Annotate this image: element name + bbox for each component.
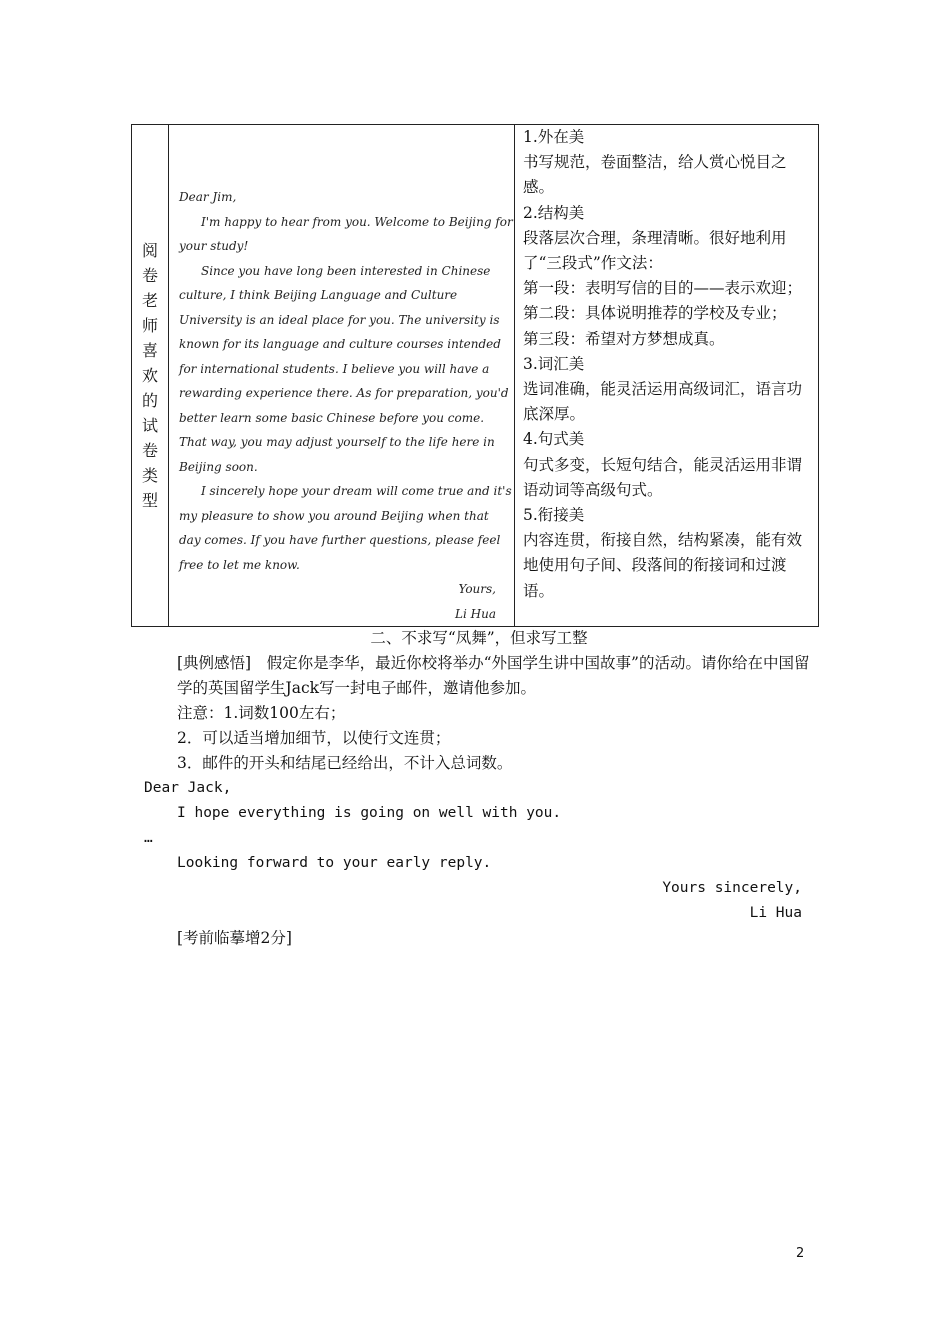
email-signature: Li Hua	[749, 905, 802, 921]
side-label-char: 卷	[141, 266, 158, 285]
criteria-text: 第一段：表明写信的目的——表示欢迎；	[523, 279, 803, 298]
email-ellipsis: …	[144, 830, 153, 846]
evaluation-table	[131, 124, 819, 627]
side-label-char: 欢	[141, 366, 158, 385]
page-number: 2	[796, 1246, 805, 1261]
side-label-char: 师	[141, 316, 158, 335]
criteria-heading: 4.句式美	[523, 430, 585, 449]
handwritten-letter	[169, 125, 514, 626]
section-heading: 二、不求写“凤舞”，但求写工整	[370, 629, 588, 647]
side-label-char: 喜	[141, 341, 158, 360]
email-greeting: Dear Jack,	[144, 780, 232, 796]
sample-letter-cell	[169, 125, 515, 627]
side-label	[132, 125, 168, 626]
letter-signature: Li Hua	[455, 606, 496, 621]
side-label-char: 老	[141, 291, 158, 310]
email-opening: I hope everything is going on well with you.	[177, 805, 562, 821]
criteria-heading: 1.外在美	[523, 128, 585, 146]
letter-paragraph-3: I sincerely hope your dream will come true and it's my pleasure to show you around Beijing when that day comes. If you have further questions, please feel free to let me know.	[179, 484, 512, 572]
side-label-char: 阅	[141, 241, 158, 260]
email-closing-line: Looking forward to your early reply.	[177, 855, 492, 871]
criteria-text: 第二段：具体说明推荐的学校及专业；	[523, 304, 787, 323]
criteria-text: 内容连贯，衔接自然，结构紧凑，能有效地使用句子间、段落间的衔接词和过渡语。	[523, 531, 803, 600]
note-1: 注意：1.词数100左右；	[177, 704, 346, 722]
side-label-cell	[132, 125, 169, 627]
criteria-list	[515, 125, 818, 604]
criteria-heading: 5.衔接美	[523, 506, 585, 525]
criteria-text: 书写规范，卷面整洁，给人赏心悦目之感。	[523, 153, 787, 197]
side-label-char: 试	[141, 416, 158, 435]
criteria-heading: 3.词汇美	[523, 354, 585, 373]
note-3: 3．邮件的开头和结尾已经给出，不计入总词数。	[177, 754, 513, 772]
criteria-heading: 2.结构美	[523, 203, 585, 222]
criteria-text: 段落层次合理，条理清晰。很好地利用了“三段式”作文法：	[523, 228, 787, 273]
letter-closing: Yours,	[458, 582, 496, 596]
side-label-char: 型	[141, 491, 158, 510]
side-label-char: 类	[141, 466, 158, 485]
letter-paragraph-2: Since you have long been interested in Chinese culture, I think Beijing Language and Culture University is an ideal place for you. The university is known for its language and culture courses intended for international students. I believe you will have a rewarding experience there. As for preparation, you'd better learn some basic Chinese before you come. That way, you may adjust yourself to the life here in Beijing soon.	[179, 263, 509, 474]
side-label-char: 的	[141, 391, 158, 410]
letter-salutation: Dear Jim,	[179, 190, 237, 204]
criteria-cell	[515, 125, 819, 627]
criteria-text: 句式多变，长短句结合，能灵活运用非谓语动词等高级句式。	[523, 455, 803, 499]
note-2: 2．可以适当增加细节，以使行文连贯；	[177, 729, 451, 747]
prompt-text: [典例感悟] 假定你是李华，最近你校将举办“外国学生讲中国故事”的活动。请你给在中国留学的英国留学生Jack写一封电子邮件，邀请他参加。	[177, 654, 810, 697]
criteria-text: 选词准确，能灵活运用高级词汇，语言功底深厚。	[523, 380, 803, 424]
prompt-block	[144, 651, 814, 701]
letter-paragraph-1: I'm happy to hear from you. Welcome to Beijing for your study!	[179, 214, 513, 253]
section-body	[144, 626, 814, 951]
side-label-char: 卷	[141, 441, 158, 460]
practice-tag: [考前临摹增2分]	[177, 929, 292, 947]
criteria-text: 第三段：希望对方梦想成真。	[523, 329, 725, 348]
email-signoff: Yours sincerely,	[662, 880, 802, 896]
